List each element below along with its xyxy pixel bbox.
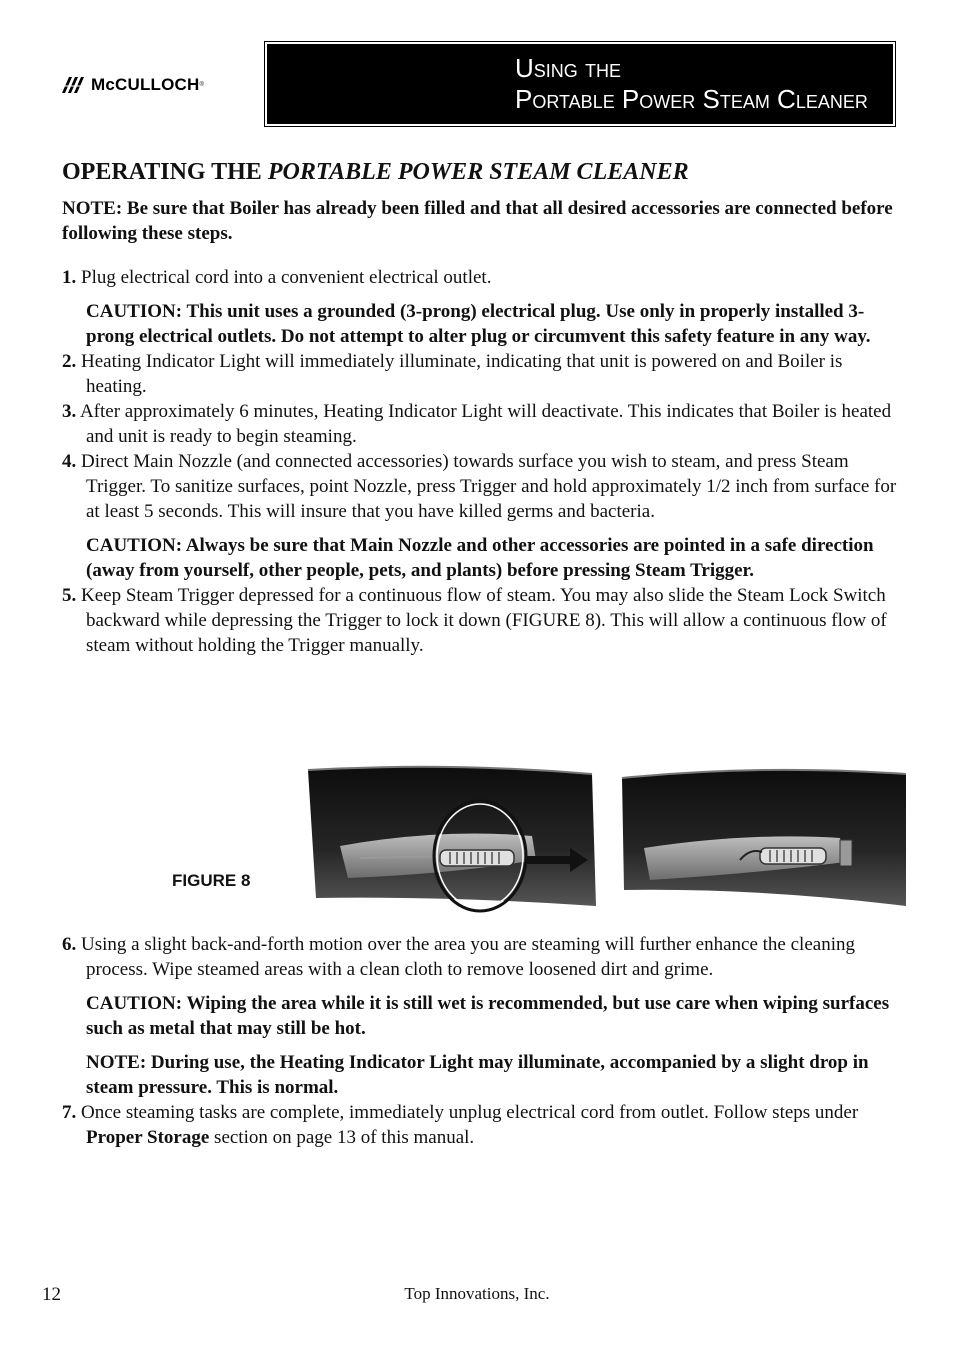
figure-label: FIGURE 8 [172,871,251,890]
logo-mark-icon [62,77,88,93]
step-number: 6. [62,934,77,955]
page-title-box [264,41,896,127]
mcculloch-logo [62,74,254,96]
main-content [62,155,902,658]
caution-safe-direction: CAUTION: Always be sure that Main Nozzle and other accessories are pointed in a safe direction (away from yourself, other people, pets, and plants) before pressing Steam Trigger. [86,535,874,581]
step-text: Plug electrical cord into a convenient electrical outlet. [81,267,492,288]
note-indicator-light: NOTE: During use, the Heating Indicator Light may illuminate, accompanied by a slight drop in steam pressure. This is normal. [86,1052,869,1098]
step-number: 2. [62,351,77,372]
section-heading-italic: PORTABLE POWER STEAM CLEANER [267,159,689,185]
footer-company: Top Innovations, Inc. [404,1284,550,1303]
step-text: Using a slight back-and-forth motion over the area you are steaming will further enhance the cleaning process. Wipe steamed areas with a clean cloth to remove loosened dirt and grime. [81,934,855,980]
logo-registered-mark: ® [199,82,204,88]
step-6 [62,932,902,982]
lower-content [62,932,902,1150]
step-5 [62,583,902,658]
section-heading [62,155,902,189]
page-title-line1: Using the [515,53,622,83]
page-number: 12 [42,1284,61,1305]
section-heading-plain: OPERATING THE [62,159,262,185]
step-number: 7. [62,1102,77,1123]
page-title-line2: Portable Power Steam Cleaner [515,84,868,114]
unit-after-icon [622,770,906,906]
step-7 [62,1100,902,1150]
step-1 [62,265,902,290]
step-text: After approximately 6 minutes, Heating Indicator Light will deactivate. This indicates that Boiler is heated and unit is ready to begin steaming. [79,401,892,447]
step-text: Heating Indicator Light will immediately illuminate, indicating that unit is powered on and Boiler is heating. [81,351,843,397]
unit-before-icon [308,767,596,911]
step-text: Direct Main Nozzle (and connected accessories) towards surface you wish to steam, and press Steam Trigger. To sanitize surfaces, point Nozzle, press Trigger and hold approximately 1/2 inch from surface for at least 5 seconds. This will insure that you have killed germs and bacteria. [81,451,897,522]
step-4 [62,449,902,524]
logo-wordmark: McCULLOCH [91,75,200,94]
caution-wiping: CAUTION: Wiping the area while it is still wet is recommended, but use care when wiping surfaces such as metal that may still be hot. [86,993,890,1039]
page-title [267,44,893,124]
step-number: 3. [62,401,77,422]
step-number: 4. [62,451,77,472]
step-text-after: section on page 13 of this manual. [214,1127,475,1148]
proper-storage-reference: Proper Storage [86,1127,210,1148]
caution-grounded-plug: CAUTION: This unit uses a grounded (3-prong) electrical plug. Use only in properly installed 3-prong electrical outlets. Do not attempt to alter plug or circumvent this safety feature in any way. [86,301,871,347]
step-text: Keep Steam Trigger depressed for a continuous flow of steam. You may also slide the Steam Lock Switch backward while depressing the Trigger to lock it down (FIGURE 8). This will allow a continuous flow of steam without holding the Trigger manually. [81,585,887,656]
step-3 [62,399,902,449]
step-2 [62,349,902,399]
step-number: 1. [62,267,77,288]
figure-8 [0,756,954,916]
step-number: 5. [62,585,77,606]
intro-note: NOTE: Be sure that Boiler has already been filled and that all desired accessories are connected before following these steps. [62,198,893,244]
step-text-before: Once steaming tasks are complete, immediately unplug electrical cord from outlet. Follow steps under [81,1102,859,1123]
steam-lock-illustration [300,756,910,916]
